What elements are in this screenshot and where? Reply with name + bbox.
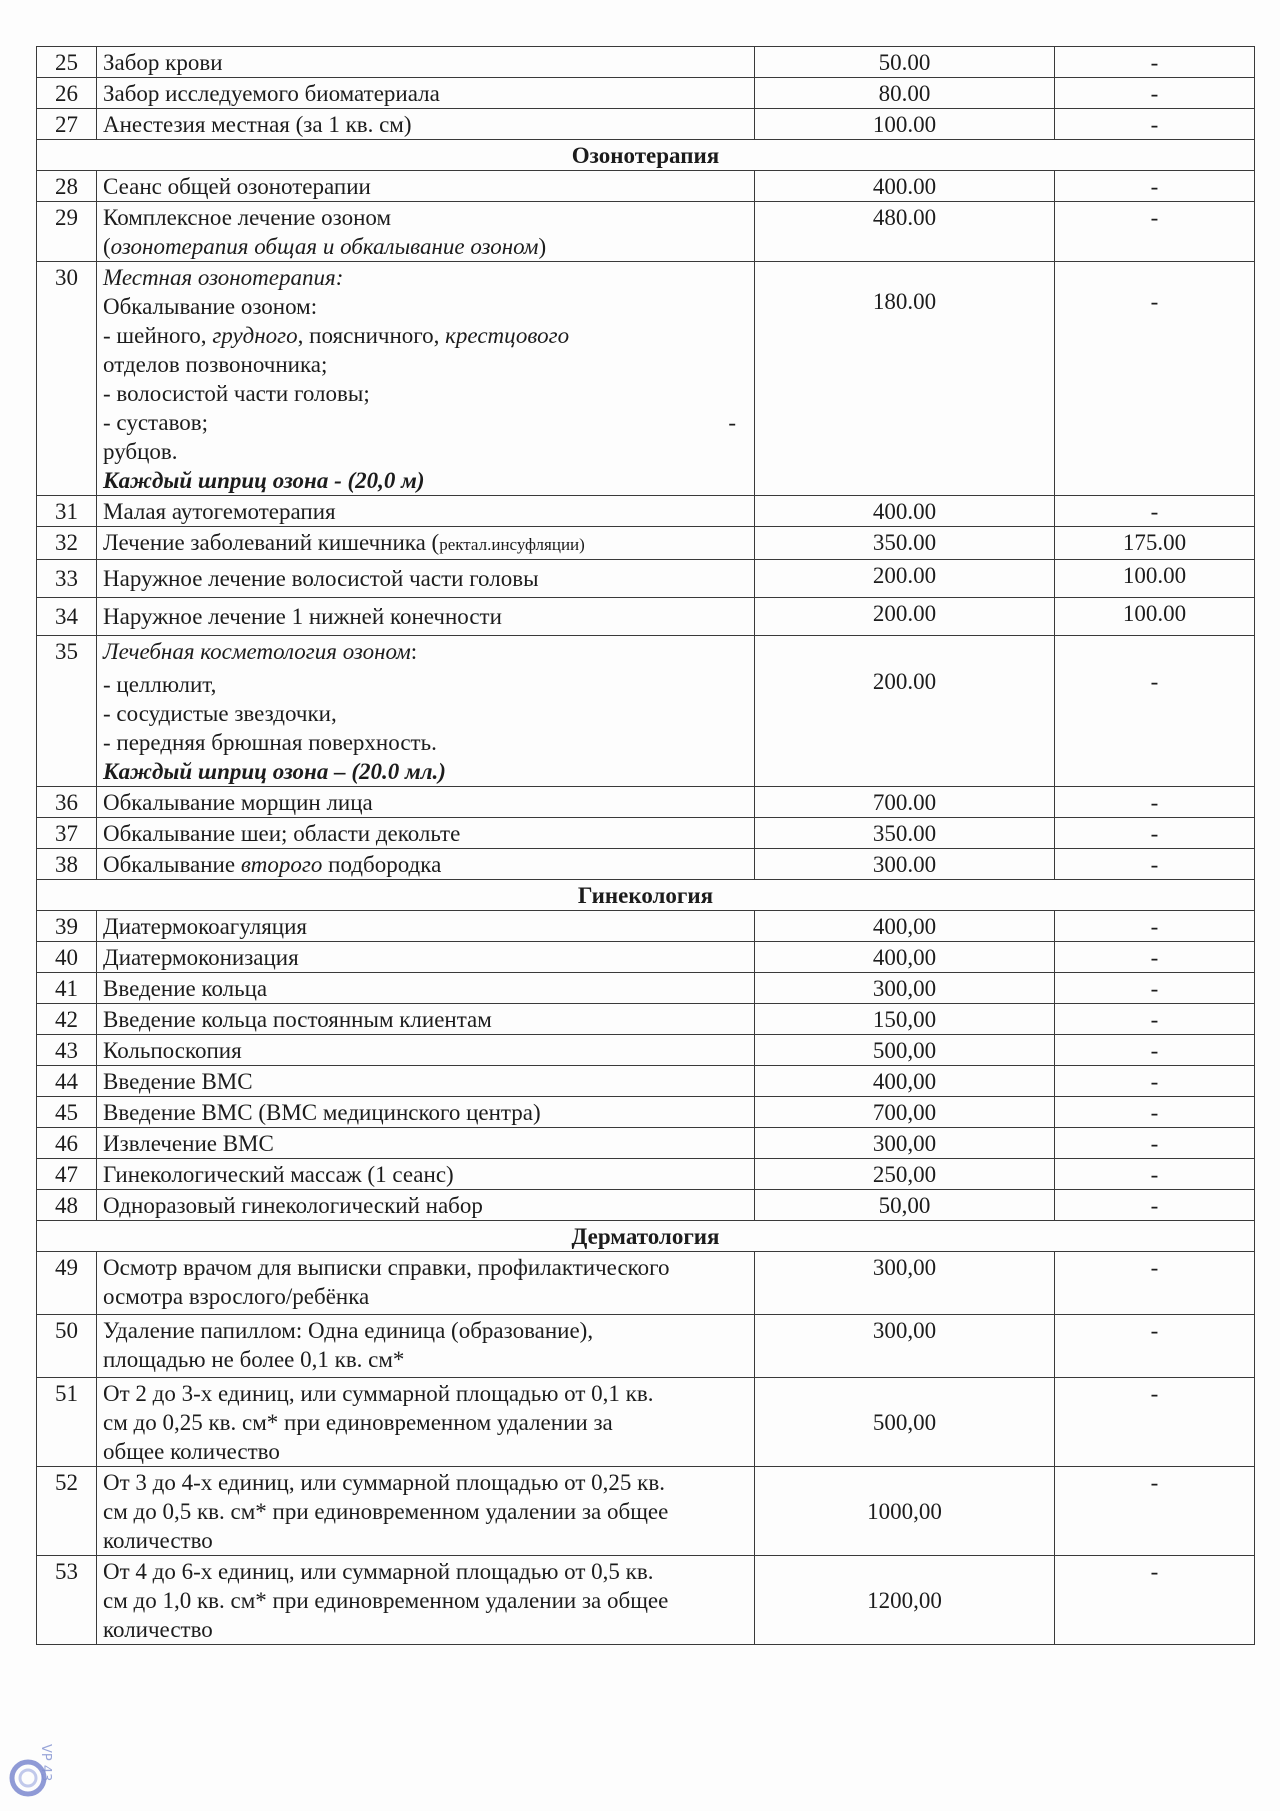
row-number: 37: [37, 818, 97, 849]
table-row: [37, 1066, 1255, 1097]
service-name: [97, 1315, 755, 1378]
service-name: Диатермоконизация: [97, 942, 755, 973]
service-discount-price: -: [1055, 1035, 1255, 1066]
service-name: Сеанс общей озонотерапии: [97, 171, 755, 202]
service-name-line: - сосудистые звездочки,: [103, 701, 337, 726]
table-row: [37, 636, 1255, 787]
service-price: 250,00: [755, 1159, 1055, 1190]
service-discount-price: [1055, 262, 1255, 496]
service-price: 50,00: [755, 1190, 1055, 1221]
service-price: 300,00: [755, 1315, 1055, 1378]
service-discount-price: -: [1055, 973, 1255, 1004]
table-row: [37, 171, 1255, 202]
syringe-note: Каждый шприц озона – (20.0 мл.): [103, 759, 446, 784]
service-name: Наружное лечение 1 нижней конечности: [97, 598, 755, 636]
service-discount-price: -: [1055, 1252, 1255, 1315]
service-discount-price: [1055, 636, 1255, 787]
row-number: 45: [37, 1097, 97, 1128]
service-name-line: количество: [103, 1528, 213, 1553]
service-price: 500,00: [755, 1035, 1055, 1066]
service-name: Анестезия местная (за 1 кв. см): [97, 109, 755, 140]
service-name: Введение кольца постоянным клиентам: [97, 1004, 755, 1035]
row-number: 51: [37, 1378, 97, 1467]
service-price: 300.00: [755, 849, 1055, 880]
watermark-stamp-icon: [6, 1730, 60, 1800]
service-discount-price: -: [1055, 1190, 1255, 1221]
text-part: подбородка: [322, 852, 442, 877]
table-row: [37, 1128, 1255, 1159]
service-discount-price: -: [1055, 1378, 1255, 1467]
service-subheading: Лечебная косметология озоном: [103, 639, 411, 664]
service-name: [97, 262, 755, 496]
row-number: 52: [37, 1467, 97, 1556]
table-row: [37, 1378, 1255, 1467]
row-number: 43: [37, 1035, 97, 1066]
service-price: 400,00: [755, 1066, 1055, 1097]
service-discount-price: -: [1055, 1315, 1255, 1378]
table-row: [37, 47, 1255, 78]
service-price: 350.00: [755, 527, 1055, 560]
table-row: [37, 973, 1255, 1004]
service-price: 1200,00: [755, 1556, 1055, 1645]
text-part: Обкалывание: [103, 852, 241, 877]
service-name-line: см до 0,25 кв. см* при единовременном удалении за: [103, 1410, 613, 1435]
row-number: 29: [37, 202, 97, 262]
table-row: [37, 78, 1255, 109]
table-row: [37, 1556, 1255, 1645]
text-part: :: [410, 639, 418, 664]
service-name: Малая аутогемотерапия: [97, 496, 755, 527]
service-discount-price: -: [1055, 911, 1255, 942]
service-name-line: см до 0,5 кв. см* при единовременном удалении за общее: [103, 1499, 669, 1524]
table-row: [37, 527, 1255, 560]
service-subheading: Местная озонотерапия:: [103, 265, 344, 290]
table-row: [37, 560, 1255, 598]
service-name-line: Обкалывание озоном:: [103, 294, 318, 319]
service-name-line: - передняя брюшная поверхность.: [103, 730, 437, 755]
service-price: [755, 262, 1055, 496]
row-number: 53: [37, 1556, 97, 1645]
table-row: [37, 1467, 1255, 1556]
service-name: [97, 1252, 755, 1315]
row-number: 41: [37, 973, 97, 1004]
stamp-text: VP 43: [38, 1744, 53, 1782]
text-part-italic: грудного: [212, 323, 298, 348]
service-price: 400,00: [755, 942, 1055, 973]
text-part-small: ректал.инсуфляции): [439, 535, 585, 554]
service-discount-price: 100.00: [1055, 560, 1255, 598]
section-heading-ozonotherapy: Озонотерапия: [37, 140, 1255, 171]
service-price: 300,00: [755, 1252, 1055, 1315]
row-number: 40: [37, 942, 97, 973]
discount-value: -: [1150, 669, 1159, 694]
service-name-line: Осмотр врачом для выписки справки, профилактического: [103, 1255, 670, 1280]
service-price: 1000,00: [755, 1467, 1055, 1556]
service-name: [97, 636, 755, 787]
paren-close: ): [538, 234, 547, 259]
service-discount-price: -: [1055, 47, 1255, 78]
service-discount-price: -: [1055, 787, 1255, 818]
service-name-line: площадью не более 0,1 кв. см*: [103, 1347, 405, 1372]
row-number: 28: [37, 171, 97, 202]
service-name-line: [103, 321, 748, 350]
service-discount-price: -: [1055, 496, 1255, 527]
service-name-line: От 2 до 3-х единиц, или суммарной площадью от 0,1 кв.: [103, 1381, 654, 1406]
row-number: 39: [37, 911, 97, 942]
service-name: [97, 849, 755, 880]
service-discount-price: -: [1055, 818, 1255, 849]
service-name: Кольпоскопия: [97, 1035, 755, 1066]
discount-value: -: [1150, 289, 1159, 314]
service-price: 480.00: [755, 202, 1055, 262]
section-row: [37, 880, 1255, 911]
service-name: [97, 1556, 755, 1645]
service-name-line: количество: [103, 1617, 213, 1642]
row-number: 26: [37, 78, 97, 109]
row-number: 47: [37, 1159, 97, 1190]
text-part-italic: второго: [240, 852, 323, 877]
service-name: [97, 1378, 755, 1467]
service-name-line: - волосистой части головы;: [103, 381, 370, 406]
service-price: 200.00: [755, 598, 1055, 636]
syringe-note: Каждый шприц озона - (20,0 м): [103, 468, 425, 493]
row-number: 38: [37, 849, 97, 880]
service-discount-price: -: [1055, 1004, 1255, 1035]
price-value: 200.00: [872, 669, 937, 694]
service-name-line: осмотра взрослого/ребёнка: [103, 1284, 370, 1309]
table-row: [37, 911, 1255, 942]
text-part: , поясничного,: [297, 323, 446, 348]
row-number: 30: [37, 262, 97, 496]
service-discount-price: -: [1055, 849, 1255, 880]
service-name-line: От 3 до 4-х единиц, или суммарной площадью от 0,25 кв.: [103, 1470, 665, 1495]
row-number: 34: [37, 598, 97, 636]
table-row: [37, 1190, 1255, 1221]
service-name-line: отделов позвоночника;: [103, 352, 328, 377]
service-price: 400.00: [755, 496, 1055, 527]
service-name: Обкалывание морщин лица: [97, 787, 755, 818]
service-name-line: см до 1,0 кв. см* при единовременном удалении за общее: [103, 1588, 669, 1613]
service-discount-price: -: [1055, 1467, 1255, 1556]
service-name: Обкалывание шеи; области декольте: [97, 818, 755, 849]
paren-open: (: [103, 234, 111, 259]
service-price: 700,00: [755, 1097, 1055, 1128]
text-part: - суставов;: [103, 410, 209, 435]
service-discount-price: -: [1055, 1128, 1255, 1159]
row-number: 46: [37, 1128, 97, 1159]
service-price: 350.00: [755, 818, 1055, 849]
service-name-line: рубцов.: [103, 439, 178, 464]
table-row: [37, 787, 1255, 818]
row-number: 48: [37, 1190, 97, 1221]
service-name: [97, 527, 755, 560]
service-price: 200.00: [755, 560, 1055, 598]
service-price: 100.00: [755, 109, 1055, 140]
service-discount-price: 175.00: [1055, 527, 1255, 560]
service-name-line: общее количество: [103, 1439, 280, 1464]
service-name: Наружное лечение волосистой части головы: [97, 560, 755, 598]
service-discount-price: -: [1055, 942, 1255, 973]
service-price: 500,00: [755, 1378, 1055, 1467]
service-price: [755, 636, 1055, 787]
service-price: 300,00: [755, 973, 1055, 1004]
service-name-line: Удаление папиллом: Одна единица (образование),: [103, 1318, 594, 1343]
service-price: 80.00: [755, 78, 1055, 109]
service-name-line: Комплексное лечение озоном: [103, 205, 392, 230]
table-row: [37, 818, 1255, 849]
service-discount-price: 100.00: [1055, 598, 1255, 636]
row-number: 44: [37, 1066, 97, 1097]
service-name: Гинекологический массаж (1 сеанс): [97, 1159, 755, 1190]
row-number: 49: [37, 1252, 97, 1315]
service-price: 400.00: [755, 171, 1055, 202]
table-row: [37, 109, 1255, 140]
service-discount-price: -: [1055, 109, 1255, 140]
service-discount-price: -: [1055, 1097, 1255, 1128]
section-row: [37, 140, 1255, 171]
service-discount-price: -: [1055, 1159, 1255, 1190]
price-value: 180.00: [872, 289, 937, 314]
row-number: 25: [37, 47, 97, 78]
service-name-line: - целлюлит,: [103, 672, 217, 697]
section-row: [37, 1221, 1255, 1252]
table-row: [37, 598, 1255, 636]
service-name-italic: озонотерапия общая и обкалывание озоном: [110, 234, 539, 259]
service-discount-price: -: [1055, 202, 1255, 262]
table-row: [37, 262, 1255, 496]
table-row: [37, 496, 1255, 527]
section-heading-gynecology: Гинекология: [37, 880, 1255, 911]
service-price: 700.00: [755, 787, 1055, 818]
service-name: [97, 1467, 755, 1556]
service-name: Забор исследуемого биоматериала: [97, 78, 755, 109]
section-heading-dermatology: Дерматология: [37, 1221, 1255, 1252]
service-name-line: [103, 637, 748, 666]
service-discount-price: -: [1055, 171, 1255, 202]
text-part-italic: крестцового: [445, 323, 570, 348]
service-name-line: [103, 408, 748, 437]
service-discount-price: -: [1055, 1066, 1255, 1097]
text-part: - шейного,: [103, 323, 213, 348]
row-number: 36: [37, 787, 97, 818]
service-price: 400,00: [755, 911, 1055, 942]
service-discount-price: -: [1055, 78, 1255, 109]
service-discount-price: -: [1055, 1556, 1255, 1645]
service-price: 50.00: [755, 47, 1055, 78]
service-name: Введение ВМС (ВМС медицинского центра): [97, 1097, 755, 1128]
table-row: [37, 202, 1255, 262]
service-name: Введение кольца: [97, 973, 755, 1004]
service-name: Забор крови: [97, 47, 755, 78]
service-name-line: [103, 232, 748, 261]
row-number: 32: [37, 527, 97, 560]
service-name-line: От 4 до 6-х единиц, или суммарной площадью от 0,5 кв.: [103, 1559, 654, 1584]
price-table: [36, 46, 1255, 1645]
service-name: Введение ВМС: [97, 1066, 755, 1097]
service-name: Одноразовый гинекологический набор: [97, 1190, 755, 1221]
row-number: 50: [37, 1315, 97, 1378]
table-row: [37, 1315, 1255, 1378]
service-price: 150,00: [755, 1004, 1055, 1035]
service-price: 300,00: [755, 1128, 1055, 1159]
table-row: [37, 1252, 1255, 1315]
row-number: 33: [37, 560, 97, 598]
row-number: 42: [37, 1004, 97, 1035]
row-number: 27: [37, 109, 97, 140]
text-part: Лечение заболеваний кишечника (: [103, 530, 440, 555]
row-number: 35: [37, 636, 97, 787]
table-row: [37, 1035, 1255, 1066]
table-row: [37, 942, 1255, 973]
table-row: [37, 849, 1255, 880]
service-name: Диатермокоагуляция: [97, 911, 755, 942]
table-row: [37, 1159, 1255, 1190]
service-name: Извлечение ВМС: [97, 1128, 755, 1159]
table-row: [37, 1097, 1255, 1128]
stray-dash: -: [728, 410, 736, 435]
table-row: [37, 1004, 1255, 1035]
service-name: [97, 202, 755, 262]
row-number: 31: [37, 496, 97, 527]
